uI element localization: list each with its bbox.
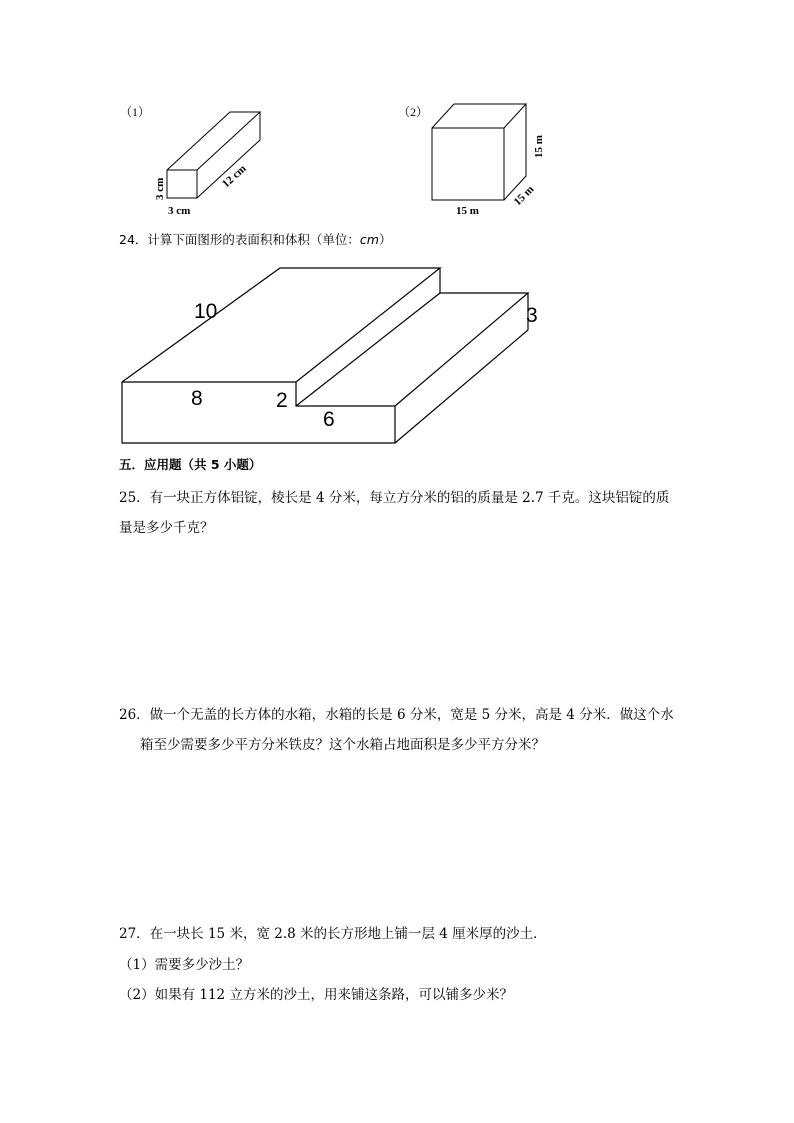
question-27-sub-2: （2）如果有 112 立方米的沙土，用来铺这条路，可以铺多少米？ [119,987,513,1003]
question-24-close: ） [378,232,392,247]
fig1-width-label: 3 cm [168,205,191,217]
question-26-line-1: 26．做一个无盖的长方体的水箱，水箱的长是 6 分米，宽是 5 分米，高是 4 分米．做这个水 [119,707,674,723]
question-24-text: 24．计算下面图形的表面积和体积（单位： [119,232,360,247]
figure-1 [118,96,278,221]
section-5-heading: 五．应用题（共 5 小题） [119,457,262,472]
question-27-line-1: 27．在一块长 15 米，宽 2.8 米的长方形地上铺一层 4 厘米厚的沙土． [119,926,547,942]
dim-label-10: 10 [194,300,218,323]
cube-2-drawing [396,96,556,221]
question-27-sub-1: （1）需要多少沙土？ [119,957,250,973]
stepped-solid-figure [118,262,538,448]
fig2-depth-label: 15 m [511,183,537,209]
fig2-height-label: 15 m [533,135,545,158]
figure-2 [396,96,556,221]
dim-label-6: 6 [323,408,335,431]
figure-2-label: （2） [398,105,429,119]
question-24-unit: cm [359,232,379,247]
fig1-height-label: 3 cm [154,177,166,200]
stepped-solid-drawing [118,262,538,448]
fig1-length-label: 12 cm [219,162,249,191]
question-25-line-1: 25．有一块正方体铝锭，棱长是 4 分米，每立方分米的铝的质量是 2.7 千克。这块铝锭的质 [119,490,670,506]
figure-1-label: （1） [120,105,151,119]
dim-label-2: 2 [276,389,288,412]
question-25-line-2: 量是多少千克？ [119,520,214,536]
question-26-line-2: 箱至少需要多少平方分米铁皮？这个水箱占地面积是多少平方分米？ [140,737,545,753]
cuboid-1-drawing [118,96,278,221]
dim-label-8: 8 [191,387,203,410]
dim-label-3: 3 [526,304,538,327]
fig2-width-label: 15 m [456,205,479,217]
question-24 [119,230,392,250]
